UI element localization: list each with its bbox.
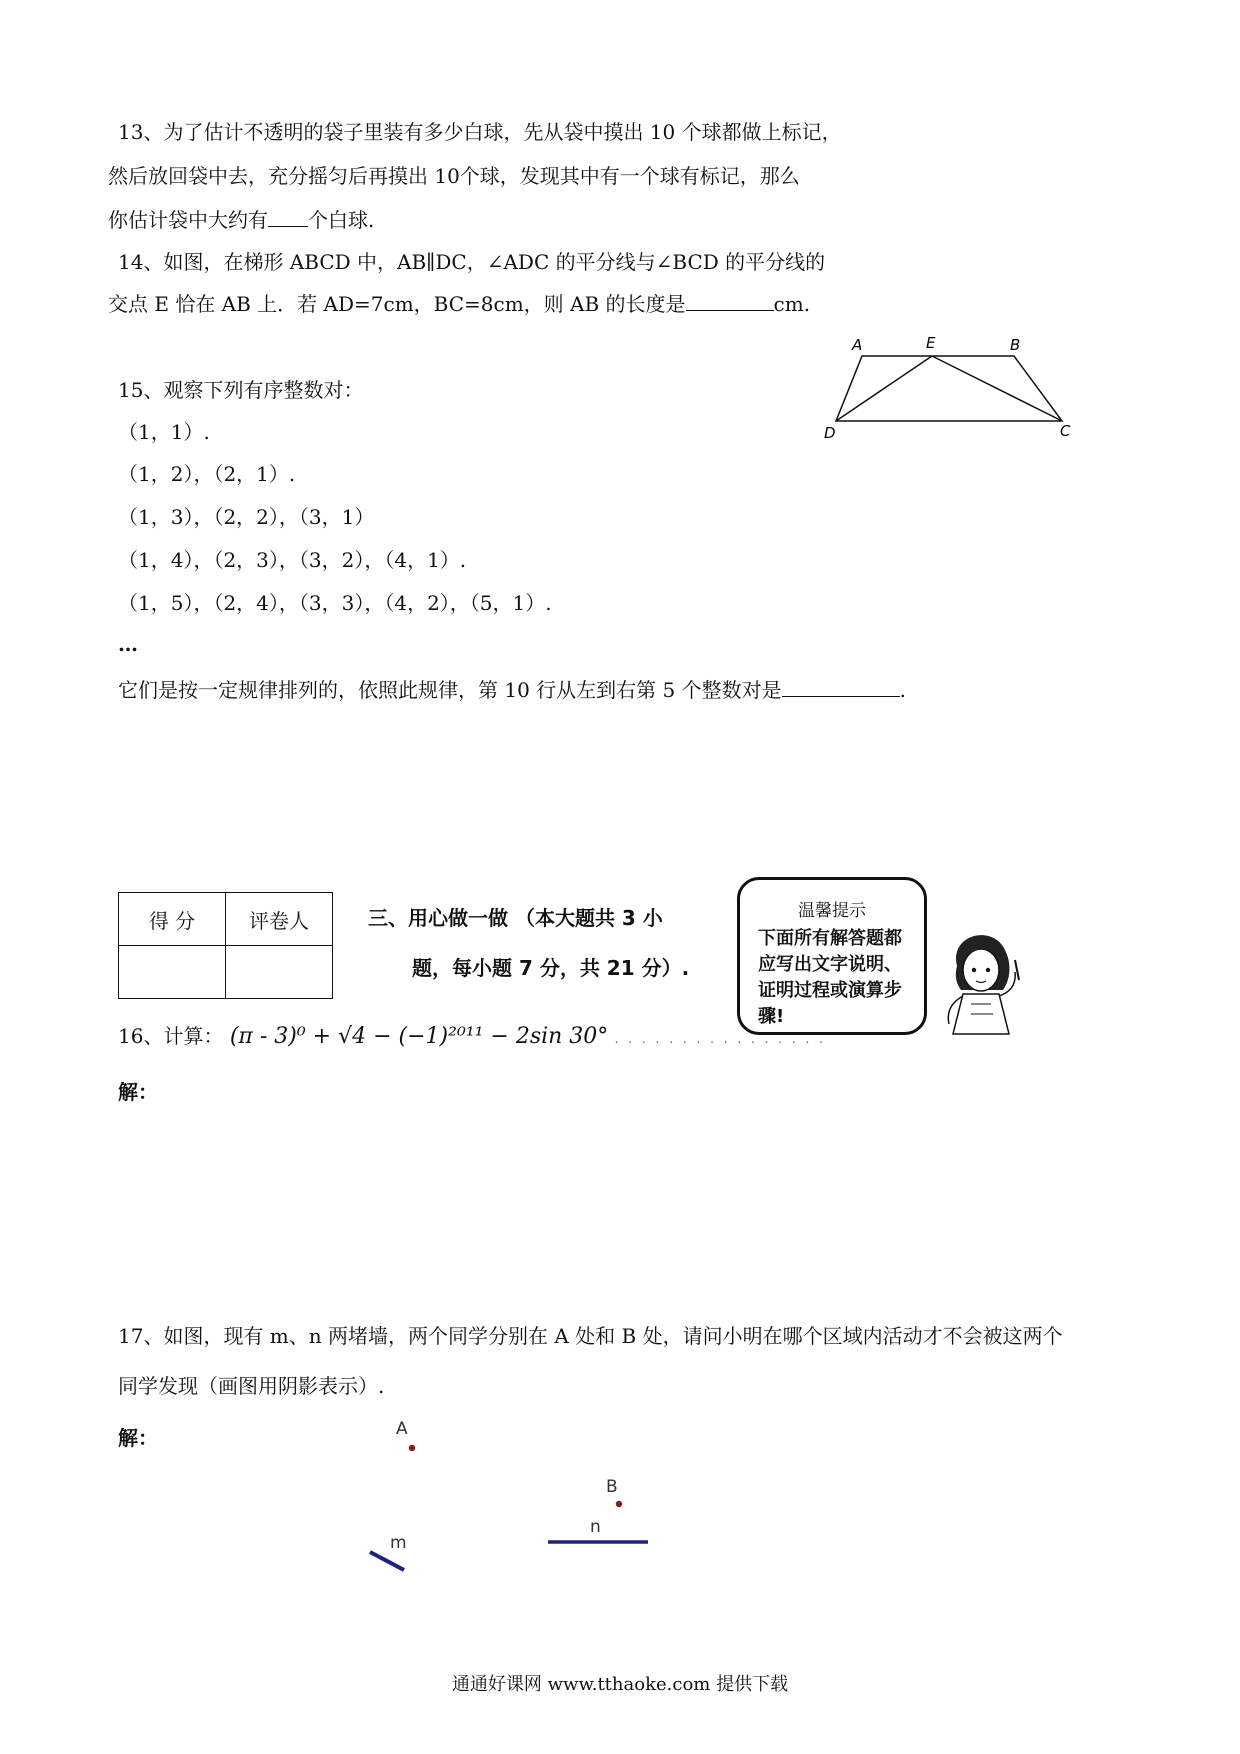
q15-question xyxy=(118,676,906,704)
q14-line2-pre: 交点 E 恰在 AB 上．若 AD=7cm，BC=8cm，则 AB 的长度是 xyxy=(108,292,686,316)
point-b xyxy=(616,1501,622,1507)
label-d: D xyxy=(824,424,836,442)
segment-ed xyxy=(836,356,932,421)
tip-title: 温馨提示 xyxy=(798,901,866,921)
q14-line1: 14、如图，在梯形 ABCD 中，AB∥DC，∠ADC 的平分线与∠BCD 的平分线的 xyxy=(118,250,826,274)
q16-answer-label: 解： xyxy=(118,1080,158,1104)
q14-line2 xyxy=(108,290,810,318)
label-point-a: A xyxy=(396,1419,408,1439)
q15-row-3: （1，3），（2，2），（3，1） xyxy=(118,505,375,529)
label-wall-n: n xyxy=(590,1517,601,1537)
section3-title-line2: 题，每小题 7 分，共 21 分）. xyxy=(412,956,690,980)
grader-cell[interactable] xyxy=(226,946,333,999)
grader-label: 评卷人 xyxy=(226,893,333,946)
q15-ellipsis: … xyxy=(118,632,138,656)
q15-question-pre: 它们是按一定规律排列的，依照此规律，第 10 行从左到右第 5 个整数对是 xyxy=(118,678,782,702)
label-e: E xyxy=(926,334,936,352)
q17-line2: 同学发现（画图用阴影表示）. xyxy=(118,1374,385,1398)
q15-row-2: （1，2），（2，1）. xyxy=(118,462,296,486)
q14-line2-post: cm. xyxy=(773,292,811,316)
score-cell[interactable] xyxy=(119,946,226,999)
q15-row-4: （1，4），（2，3），（3，2），（4，1）. xyxy=(118,548,467,572)
q13-line3 xyxy=(108,206,374,234)
trapezoid-figure xyxy=(820,330,1080,445)
q16-formula: (π - 3)⁰ + √4 − (−1)²⁰¹¹ − 2sin 30° xyxy=(229,1024,609,1049)
score-table xyxy=(118,892,333,999)
label-a: A xyxy=(852,336,863,354)
walls-figure xyxy=(360,1400,680,1580)
label-wall-m: m xyxy=(390,1533,407,1553)
wall-m xyxy=(370,1552,404,1570)
label-b: B xyxy=(1010,336,1021,354)
q16-prefix: 16、计算： xyxy=(118,1024,224,1048)
q15-question-post: . xyxy=(899,678,906,702)
q13-line3-pre: 你估计袋中大约有 xyxy=(108,208,268,232)
score-label: 得 分 xyxy=(119,893,226,946)
footer-credit: 通通好课网 www.tthaoke.com 提供下载 xyxy=(451,1674,789,1695)
point-a xyxy=(409,1445,415,1451)
q13-line3-post: 个白球. xyxy=(308,208,375,232)
teacher-cartoon-icon xyxy=(935,920,1027,1035)
tip-bubble xyxy=(737,877,927,1035)
q17-answer-label: 解： xyxy=(118,1426,158,1450)
trapezoid-outline xyxy=(836,356,1062,421)
q13-line2: 然后放回袋中去，充分摇匀后再摸出 10个球，发现其中有一个球有标记，那么 xyxy=(108,164,800,188)
q17-line1: 17、如图，现有 m、n 两堵墙，两个同学分别在 A 处和 B 处，请问小明在哪个区域内活动才不会被这两个 xyxy=(118,1324,1063,1348)
q13-line1: 13、为了估计不透明的袋子里装有多少白球，先从袋中摸出 10 个球都做上标记， xyxy=(118,120,842,144)
section3-title-line1: 三、用心做一做 （本大题共 3 小 xyxy=(368,906,663,930)
segment-ec xyxy=(932,356,1062,421)
label-point-b: B xyxy=(606,1477,618,1497)
q13-answer-blank[interactable] xyxy=(268,206,308,227)
q15-answer-blank[interactable] xyxy=(782,676,900,697)
q15-intro: 15、观察下列有序整数对： xyxy=(118,378,364,402)
q14-answer-blank[interactable] xyxy=(686,290,774,311)
q15-row-5: （1，5），（2，4），（3，3），（4，2），（5，1）. xyxy=(118,591,552,615)
q16-line xyxy=(118,1022,826,1053)
tip-body: 下面所有解答题都应写出文字说明、证明过程或演算步骤! xyxy=(758,928,902,1027)
q16-dots: . . . . . . . . . . . . . . . . xyxy=(614,1032,826,1046)
q15-row-1: （1，1）. xyxy=(118,420,210,444)
label-c: C xyxy=(1060,422,1071,440)
